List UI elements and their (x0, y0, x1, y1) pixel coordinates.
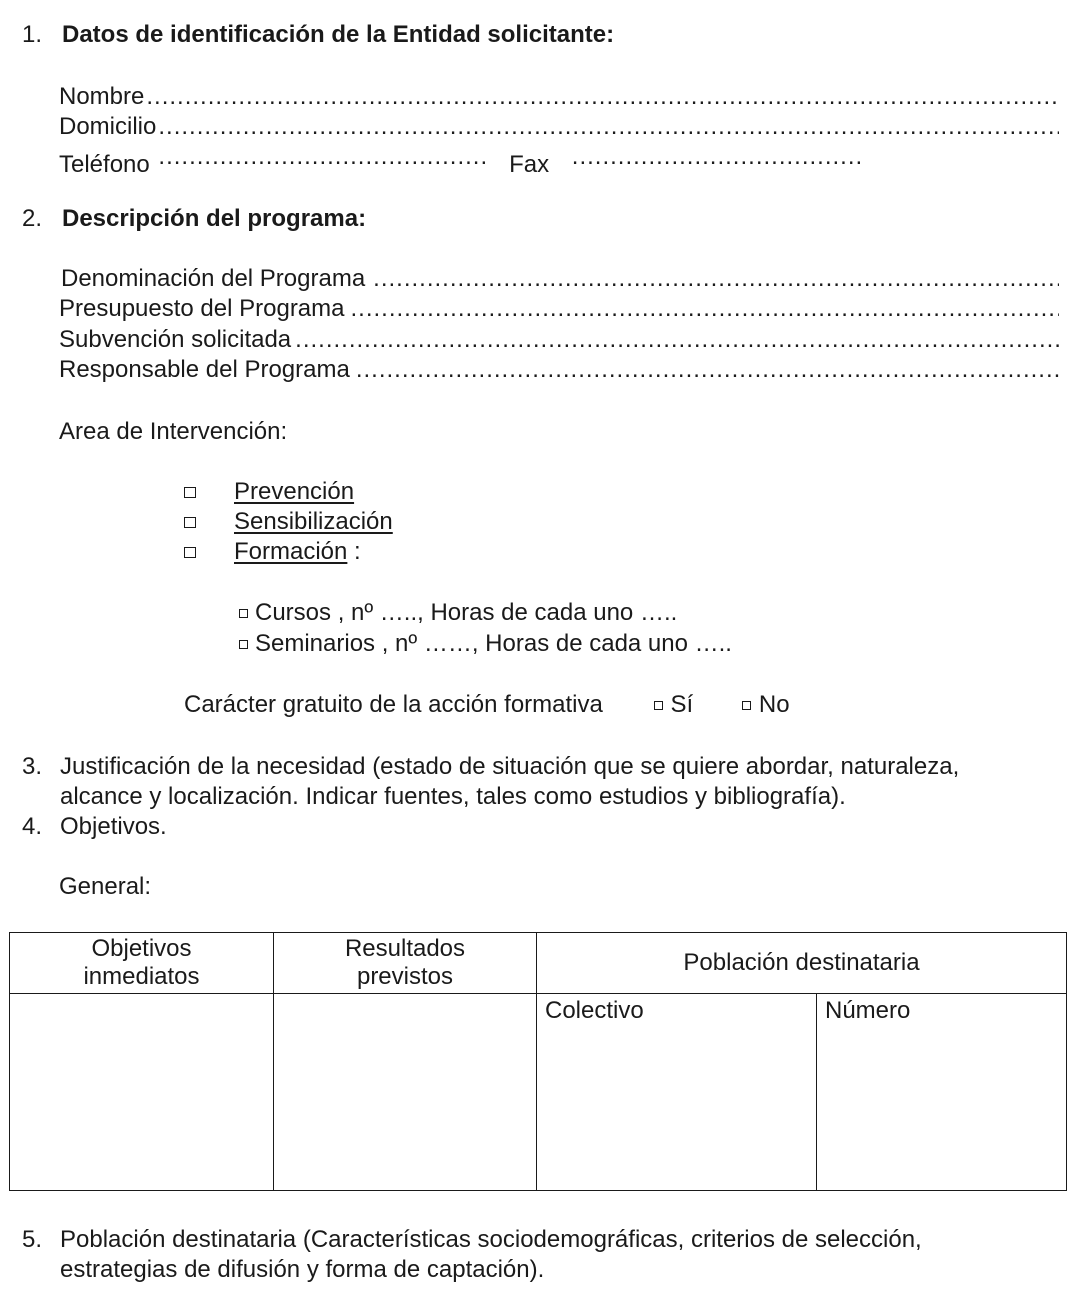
general-label: General: (59, 873, 152, 900)
header-resultados (274, 933, 537, 994)
field-responsable[interactable] (59, 355, 1059, 385)
section-title: Descripción del programa: (62, 205, 367, 232)
field-label: Nombre (59, 83, 145, 110)
field-denominacion[interactable] (61, 264, 1059, 294)
area-option-label: Prevención (234, 478, 355, 505)
field-subvencion[interactable] (59, 325, 1059, 355)
telefono-dotted-line[interactable] (158, 142, 488, 172)
section-4 (22, 812, 167, 842)
header-objetivos (10, 933, 274, 994)
formacion-item-cursos[interactable] (239, 598, 677, 628)
area-option-prevencion[interactable] (184, 477, 354, 507)
field-label: Responsable del Programa (59, 356, 350, 383)
section-3 (22, 752, 959, 782)
subheader-numero: Número (825, 997, 911, 1024)
formacion-item-label: Seminarios , nº ……, Horas de cada uno ….. (255, 630, 732, 657)
header-line: inmediatos (83, 963, 200, 990)
checkbox-icon[interactable] (184, 517, 196, 528)
area-option-label: Sensibilización (234, 508, 393, 535)
section-number: 1. (22, 21, 43, 48)
bullet-square-icon[interactable] (239, 609, 248, 618)
section-title: Datos de identificación de la Entidad solicitante: (62, 21, 615, 48)
field-dotted-line (295, 325, 1059, 355)
section-3-line2: alcance y localización. Indicar fuentes, tales como estudios y bibliografía). (60, 783, 846, 810)
field-dotted-line (351, 294, 1060, 324)
checkbox-si-icon[interactable] (654, 701, 663, 710)
objectives-table (9, 932, 1067, 1191)
field-dotted-line (158, 112, 1059, 142)
formacion-suffix: : (347, 538, 361, 565)
field-dotted-line (373, 264, 1059, 294)
field-telefono-fax (59, 142, 862, 180)
field-dotted-line (146, 82, 1059, 112)
no-label: No (758, 691, 790, 718)
section-1-heading (22, 20, 614, 50)
checkbox-icon[interactable] (184, 547, 196, 558)
section-2-heading (22, 204, 366, 234)
area-option-sensibilizacion[interactable] (184, 507, 393, 537)
section-text: Objetivos. (60, 813, 167, 840)
field-label: Domicilio (59, 113, 157, 140)
section-text-line1: Población destinataria (Características sociodemográficas, criterios de selección, (60, 1226, 922, 1253)
field-label: Presupuesto del Programa (59, 295, 345, 322)
header-line: previstos (356, 963, 454, 990)
area-intervencion-label: Area de Intervención: (59, 418, 288, 445)
section-number: 2. (22, 205, 43, 232)
cell-objetivos[interactable] (10, 994, 274, 1191)
fax-label: Fax (509, 151, 550, 178)
cell-numero[interactable] (817, 994, 1067, 1191)
gratuito-row (184, 690, 790, 720)
area-option-label: Formación (234, 538, 348, 565)
field-label: Denominación del Programa (61, 265, 366, 292)
field-nombre[interactable] (59, 82, 1059, 112)
section-5 (22, 1225, 922, 1255)
header-line: Objetivos (91, 935, 192, 962)
section-5-line2: estrategias de difusión y forma de captación). (60, 1256, 545, 1283)
gratuito-label: Carácter gratuito de la acción formativa (184, 691, 603, 718)
field-label: Subvención solicitada (59, 326, 292, 353)
section-number: 5. (22, 1226, 43, 1253)
header-poblacion (537, 933, 1067, 994)
formacion-item-label: Cursos , nº ….., Horas de cada uno ….. (255, 599, 678, 626)
fax-dotted-line[interactable] (572, 142, 862, 172)
si-label: Sí (670, 691, 694, 718)
header-text: Población destinataria (683, 949, 920, 976)
telefono-label: Teléfono (59, 151, 150, 178)
cell-colectivo[interactable] (537, 994, 817, 1191)
section-number: 4. (22, 813, 43, 840)
subheader-colectivo: Colectivo (545, 997, 644, 1024)
formacion-item-seminarios[interactable] (239, 629, 732, 659)
header-line: Resultados (344, 935, 466, 962)
bullet-square-icon[interactable] (239, 640, 248, 649)
area-option-formacion[interactable] (184, 537, 361, 567)
field-presupuesto[interactable] (59, 294, 1059, 324)
table-body-row (10, 994, 1067, 1191)
section-text-line1: Justificación de la necesidad (estado de situación que se quiere abordar, naturaleza, (60, 753, 960, 780)
table-header-row (10, 933, 1067, 994)
checkbox-icon[interactable] (184, 487, 196, 498)
cell-resultados[interactable] (274, 994, 537, 1191)
field-domicilio[interactable] (59, 112, 1059, 142)
field-dotted-line (356, 355, 1059, 385)
checkbox-no-icon[interactable] (742, 701, 751, 710)
section-number: 3. (22, 753, 43, 780)
